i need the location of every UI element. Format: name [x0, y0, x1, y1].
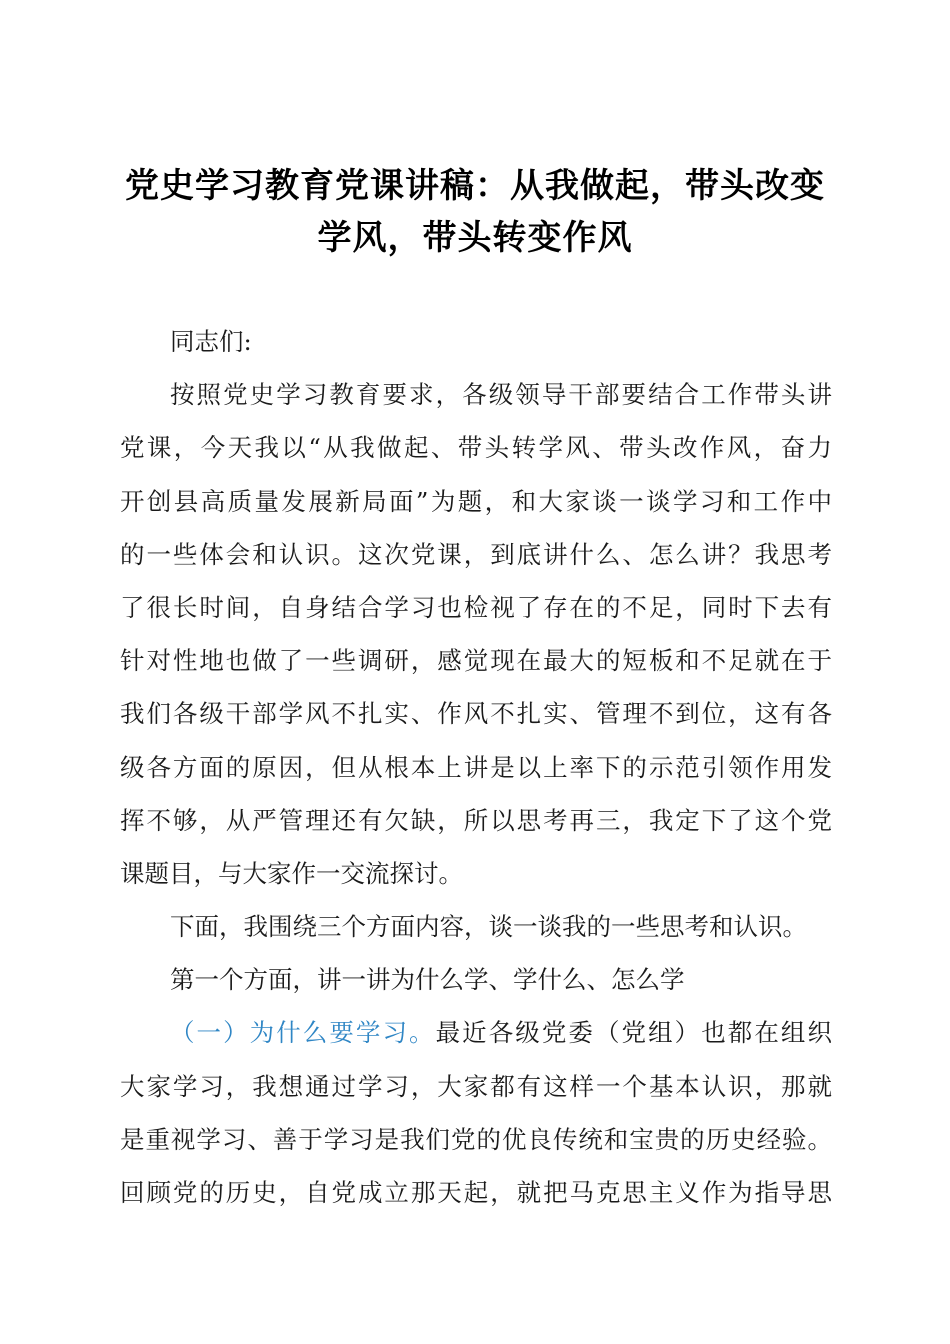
- document-body: [120, 315, 832, 1219]
- title-line-2: 学风，带头转变作风: [317, 218, 633, 258]
- paragraph-line: 级各方面的原因，但从根本上讲是以上率下的示范引领作用发: [120, 752, 832, 782]
- paragraph-line: 挥不够，从严管理还有欠缺，所以思考再三，我定下了这个党: [120, 805, 832, 835]
- subsection-paragraph-line: [120, 1006, 832, 1059]
- paragraph-line: 课题目，与大家作一交流探讨。: [120, 858, 463, 888]
- paragraph-line: 开创县高质量发展新局面”为题，和大家谈一谈学习和工作中: [120, 486, 832, 516]
- paragraph-line: 我们各级干部学风不扎实、作风不扎实、管理不到位，这有各: [120, 699, 832, 729]
- subsection-text: 最近各级党委（党组）也都在组织: [435, 1018, 832, 1048]
- document-title: [110, 160, 840, 264]
- paragraph-line: 回顾党的历史，自党成立那天起，就把马克思主义作为指导思: [120, 1178, 832, 1207]
- paragraph-line: 的一些体会和认识。这次党课，到底讲什么、怎么讲？我思考: [120, 539, 832, 569]
- paragraph-line: 大家学习，我想通过学习，大家都有这样一个基本认识，那就: [120, 1071, 832, 1101]
- salutation: 同志们:: [170, 327, 252, 356]
- paragraph-2: 下面，我围绕三个方面内容，谈一谈我的一些思考和认识。: [170, 912, 807, 942]
- paragraph-line: 是重视学习、善于学习是我们党的优良传统和宝贵的历史经验。: [120, 1124, 832, 1154]
- title-line-1: 党史学习教育党课讲稿：从我做起，带头改变: [125, 166, 825, 206]
- paragraph-line: 党课，今天我以“从我做起、带头转学风、带头改作风，奋力: [120, 433, 832, 463]
- paragraph-line: 针对性地也做了一些调研，感觉现在最大的短板和不足就在于: [120, 646, 832, 676]
- subsection-heading-1: （一）为什么要学习。: [170, 1018, 436, 1048]
- paragraph-line: 按照党史学习教育要求，各级领导干部要结合工作带头讲: [170, 380, 832, 410]
- section-heading-1: 第一个方面，讲一讲为什么学、学什么、怎么学: [170, 965, 685, 995]
- paragraph-line: 了很长时间，自身结合学习也检视了存在的不足，同时下去有: [120, 592, 832, 622]
